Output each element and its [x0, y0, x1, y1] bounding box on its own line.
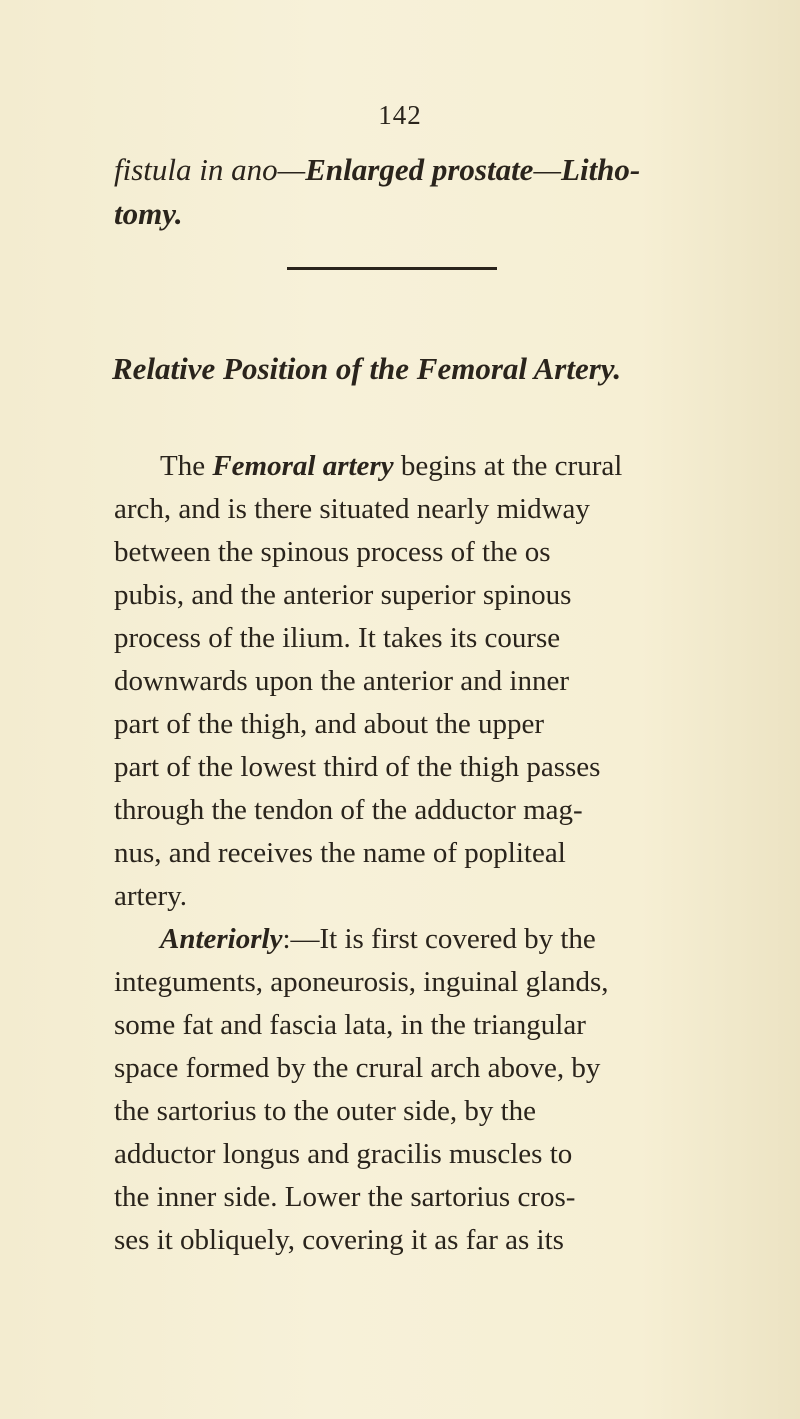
- cont-part2: Enlarged prostate: [305, 152, 534, 187]
- p2-line-8: ses it obliquely, covering it as far as its: [114, 1224, 564, 1256]
- p2-line-5: the sartorius to the outer side, by the: [114, 1095, 537, 1127]
- p1-line-4: pubis, and the anterior superior spinous: [114, 579, 572, 611]
- cont-sep2: —: [533, 152, 562, 187]
- p2-line-6: adductor longus and gracilis muscles to: [114, 1138, 573, 1170]
- p2-lead-italic: Anteriorly: [160, 923, 283, 955]
- p1-line-11: artery.: [114, 880, 187, 912]
- continuation-heading: [114, 148, 724, 236]
- p1-line-2: arch, and is there situated nearly midway: [114, 493, 590, 525]
- p1-line-9: through the tendon of the adductor mag-: [114, 794, 583, 826]
- p2-line-1: [160, 919, 760, 959]
- p2-line-4: space formed by the crural arch above, by: [114, 1052, 601, 1084]
- page-number: 142: [378, 100, 422, 130]
- p2-line-2: integuments, aponeurosis, inguinal glands,: [114, 966, 609, 998]
- p1-line-3: between the spinous process of the os: [114, 536, 551, 568]
- p1-lead: The: [160, 450, 213, 482]
- p1-text: begins at the crural: [393, 450, 623, 482]
- p1-line-6: downwards upon the anterior and inner: [114, 665, 570, 697]
- section-heading: Relative Position of the Femoral Artery.: [112, 351, 622, 386]
- p1-line-10: nus, and receives the name of popliteal: [114, 837, 566, 869]
- p1-line-8: part of the lowest third of the thigh passes: [114, 751, 601, 783]
- cont-sep1: —: [277, 152, 306, 187]
- p2-text: :—It is first covered by the: [282, 923, 596, 955]
- p2-line-3: some fat and fascia lata, in the triangular: [114, 1009, 586, 1041]
- p1-line-5: process of the ilium. It takes its course: [114, 622, 561, 654]
- p1-lead-italic: Femoral artery: [212, 450, 394, 482]
- p2-line-7: the inner side. Lower the sartorius cros-: [114, 1181, 576, 1213]
- p1-line-7: part of the thigh, and about the upper: [114, 708, 545, 740]
- section-divider: [287, 267, 497, 270]
- cont-part3-line1: Litho-: [561, 152, 641, 187]
- cont-part3-line2: tomy.: [114, 196, 183, 231]
- p1-line-1: [160, 446, 760, 486]
- cont-part1: fistula in ano: [114, 152, 278, 187]
